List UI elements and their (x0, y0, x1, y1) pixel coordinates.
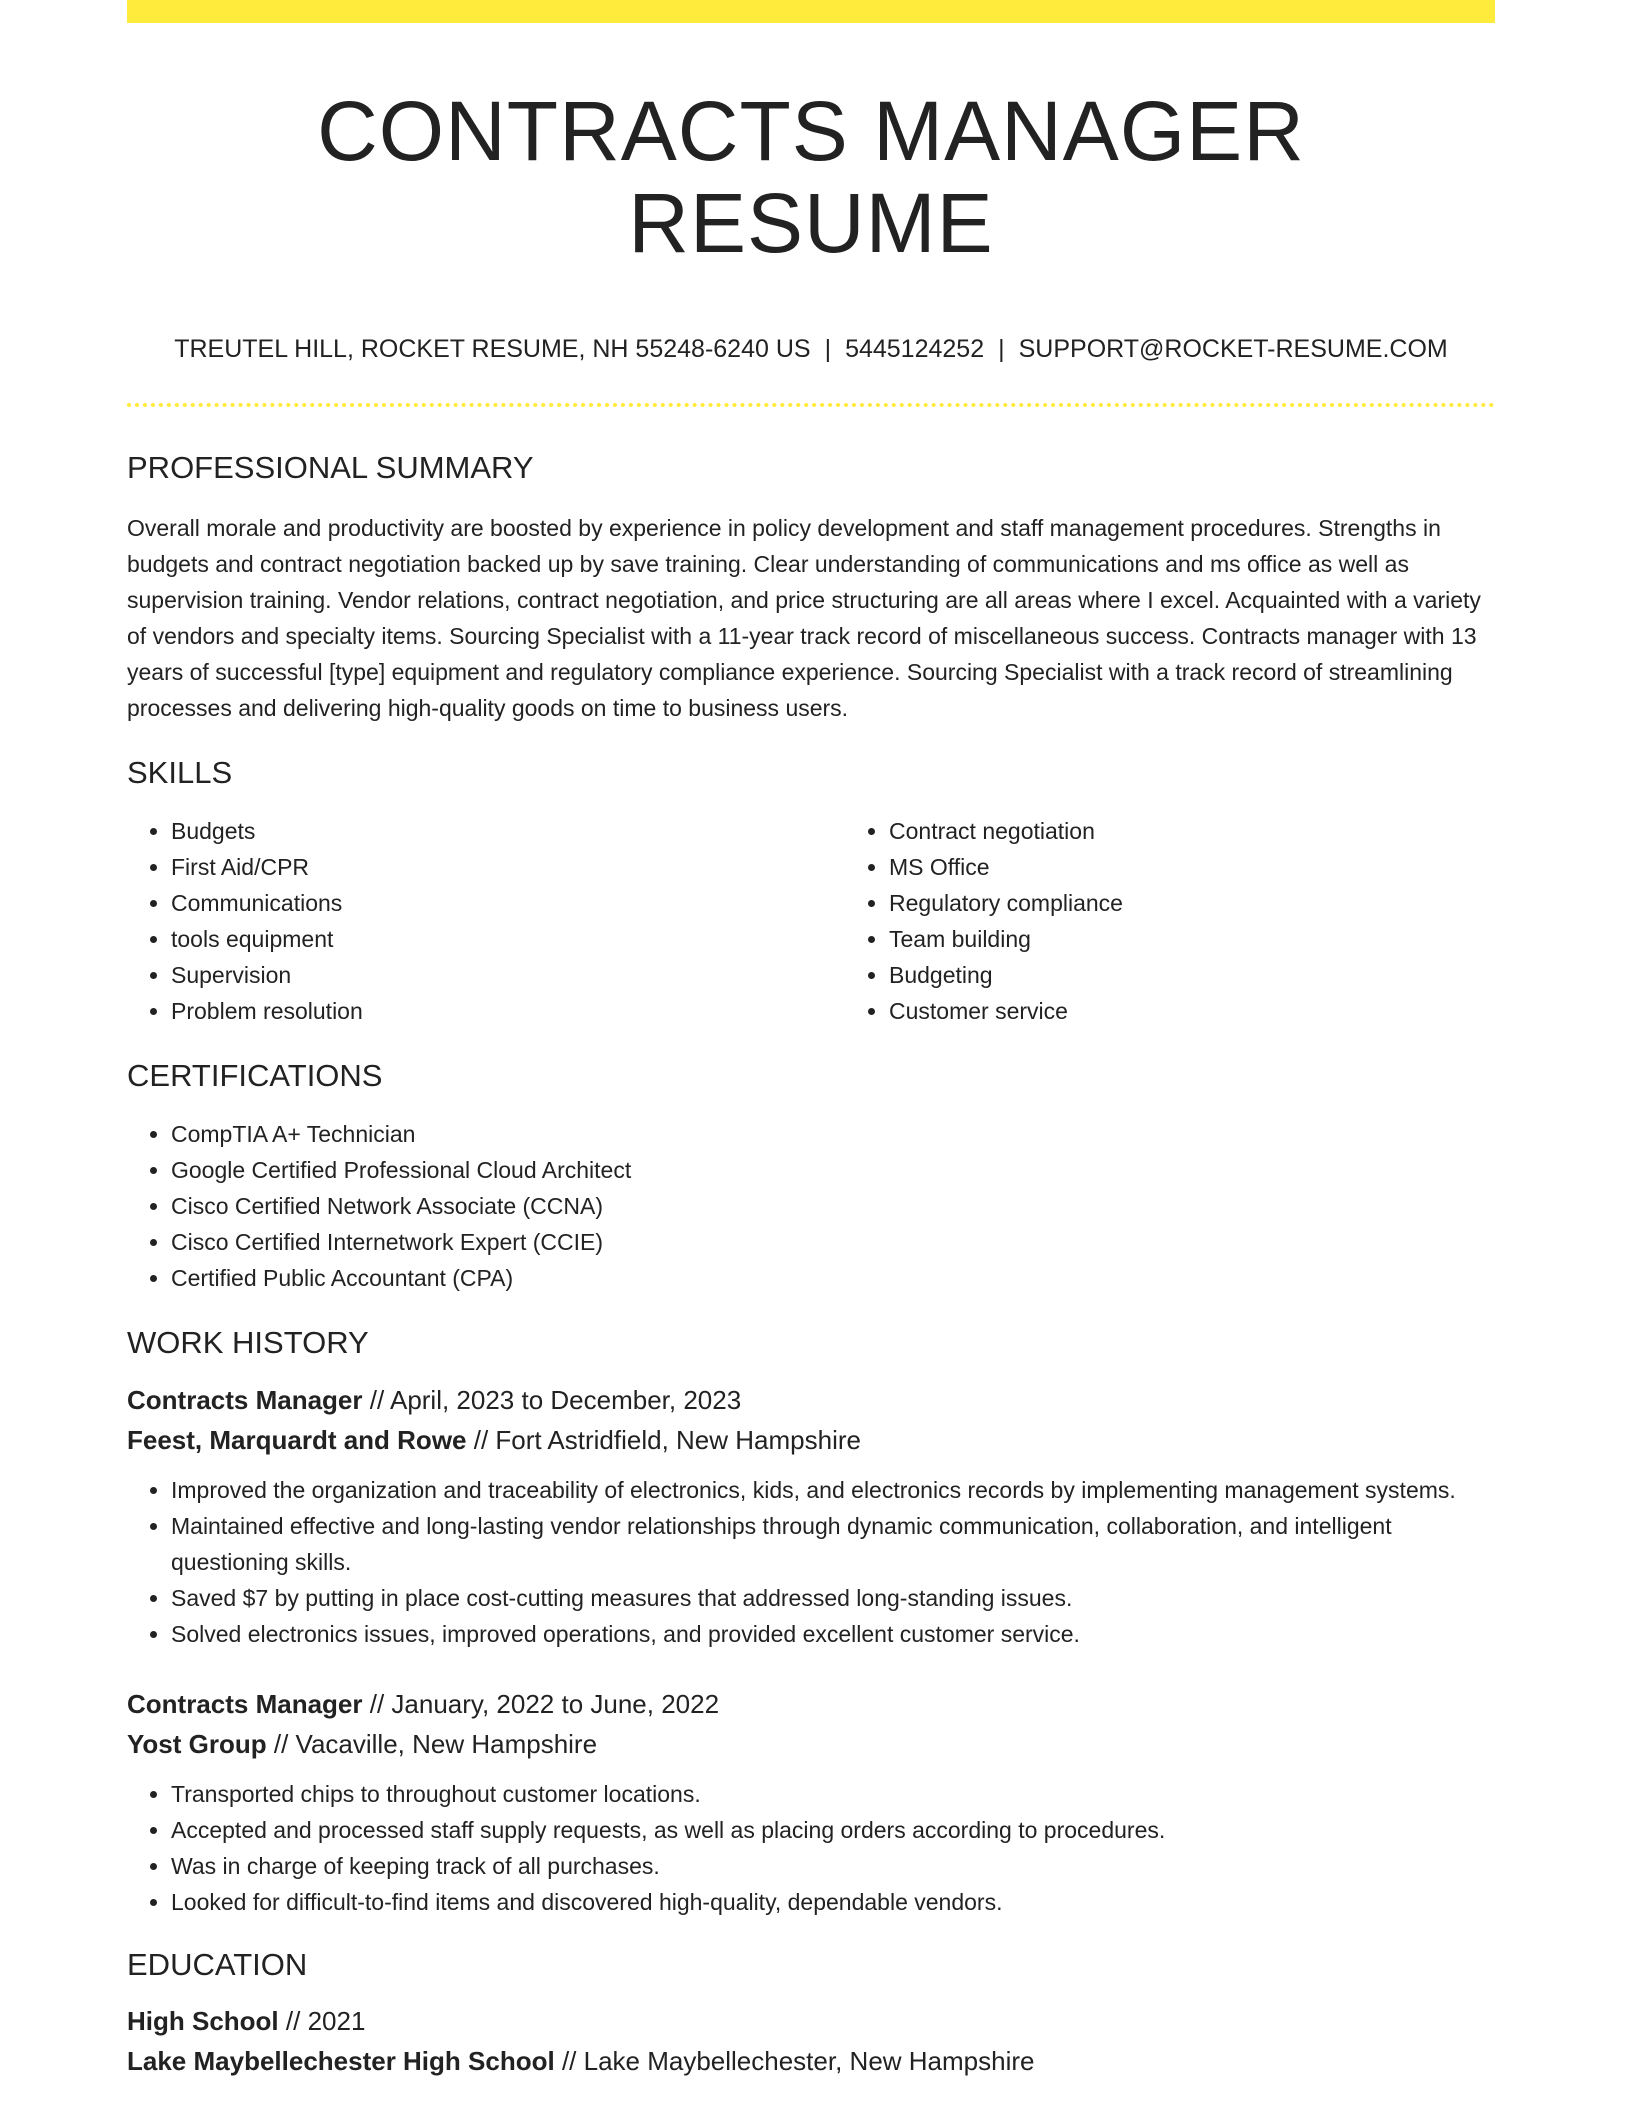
education-year: // 2021 (285, 2005, 366, 2036)
summary-text: Overall morale and productivity are boosted by experience in policy development and staff management procedures. Strengths in budgets and contract negotiation backed up by save training. Clear understanding of communications and ms office as well as supervision training. Vendor relations, contract negotiation, and price structuring are all areas where I excel. Acquainted with a variety of vendors and specialty items. Sourcing Specialist with a 11-year track record of miscellaneous success. Contracts manager with 13 years of successful [type] equipment and regulatory compliance experience. Sourcing Specialist with a track record of streamlining processes and delivering high-quality goods on time to business users. (127, 514, 1481, 721)
contact-separator: | (824, 334, 832, 363)
skill-item: • Budgeting (889, 957, 1563, 993)
job-location: // Vacaville, New Hampshire (273, 1728, 598, 1759)
section-heading-education: EDUCATION (127, 1946, 308, 1982)
skill-item: • Contract negotiation (889, 813, 1563, 849)
job-bullet: • Looked for difficult-to-find items and discovered high-quality, dependable vendors. (171, 1884, 1495, 1920)
skills-list-right (845, 813, 1563, 1029)
job-bullet: • Maintained effective and long-lasting vendor relationships through dynamic communication, collaboration, and intelligent questioning skills. (171, 1508, 1495, 1580)
job-location: // Fort Astridfield, New Hampshire (473, 1424, 861, 1455)
job-bullet: • Improved the organization and traceability of electronics, kids, and electronics records by implementing management systems. (171, 1472, 1495, 1508)
job-dates: // April, 2023 to December, 2023 (369, 1384, 742, 1415)
job-title: Contracts Manager (127, 1688, 363, 1719)
skills-columns (127, 813, 1495, 1029)
skill-item: • tools equipment (171, 921, 845, 957)
resume-title: CONTRACTS MANAGER RESUME (317, 84, 1305, 271)
contact-email: SUPPORT@ROCKET-RESUME.COM (1018, 334, 1448, 363)
contact-separator: | (998, 334, 1005, 363)
job-bullet: • Saved $7 by putting in place cost-cutting measures that addressed long-standing issues. (171, 1580, 1495, 1616)
skill-item: • Customer service (889, 993, 1563, 1029)
job-bullet: • Accepted and processed staff supply requests, as well as placing orders according to procedures. (171, 1812, 1495, 1848)
certifications-list (127, 1116, 1495, 1296)
education-location: // Lake Maybellechester, New Hampshire (561, 2045, 1035, 2076)
section-heading-certifications: CERTIFICATIONS (127, 1058, 383, 1094)
skill-item: • Budgets (171, 813, 845, 849)
job-bullet: • Was in charge of keeping track of all purchases. (171, 1848, 1495, 1884)
job-title-line (127, 1684, 1495, 1724)
education-degree: High School (127, 2005, 279, 2036)
job-bullets (127, 1472, 1495, 1652)
certification-item: • CompTIA A+ Technician (171, 1116, 1495, 1152)
skill-item: • Supervision (171, 957, 845, 993)
job-title-line (127, 1380, 1495, 1420)
contact-phone: 5445124252 (845, 334, 985, 363)
job-title: Contracts Manager (127, 1384, 363, 1415)
skill-item: • First Aid/CPR (171, 849, 845, 885)
certification-item: • Certified Public Accountant (CPA) (171, 1260, 1495, 1296)
job-dates: // January, 2022 to June, 2022 (369, 1688, 720, 1719)
job-company: Yost Group (127, 1728, 267, 1759)
section-heading-summary: PROFESSIONAL SUMMARY (127, 449, 534, 485)
skill-item: • Problem resolution (171, 993, 845, 1029)
job-company: Feest, Marquardt and Rowe (127, 1424, 467, 1455)
job-bullets (127, 1776, 1495, 1920)
certification-item: • Cisco Certified Network Associate (CCNA) (171, 1188, 1495, 1224)
contact-line (127, 334, 1495, 364)
certification-item: • Google Certified Professional Cloud Architect (171, 1152, 1495, 1188)
contact-address: TREUTEL HILL, ROCKET RESUME, NH 55248-6240 US (174, 334, 811, 363)
education-school-line (127, 2041, 1495, 2081)
top-accent-bar (127, 0, 1495, 23)
job-company-line (127, 1724, 1495, 1764)
skill-item: • Communications (171, 885, 845, 921)
job-bullet: • Transported chips to throughout customer locations. (171, 1776, 1495, 1812)
skill-item: • Team building (889, 921, 1563, 957)
education-school: Lake Maybellechester High School (127, 2045, 555, 2076)
job-bullet: • Solved electronics issues, improved operations, and provided excellent customer service. (171, 1616, 1495, 1652)
section-heading-work-history: WORK HISTORY (127, 1325, 369, 1361)
resume-page (127, 0, 1495, 2081)
job-company-line (127, 1420, 1495, 1460)
section-heading-skills: SKILLS (127, 754, 233, 790)
dotted-divider (127, 403, 1495, 407)
education-degree-line (127, 2001, 1495, 2041)
skill-item: • MS Office (889, 849, 1563, 885)
skill-item: • Regulatory compliance (889, 885, 1563, 921)
certification-item: • Cisco Certified Internetwork Expert (CCIE) (171, 1224, 1495, 1260)
skills-list-left (127, 813, 845, 1029)
